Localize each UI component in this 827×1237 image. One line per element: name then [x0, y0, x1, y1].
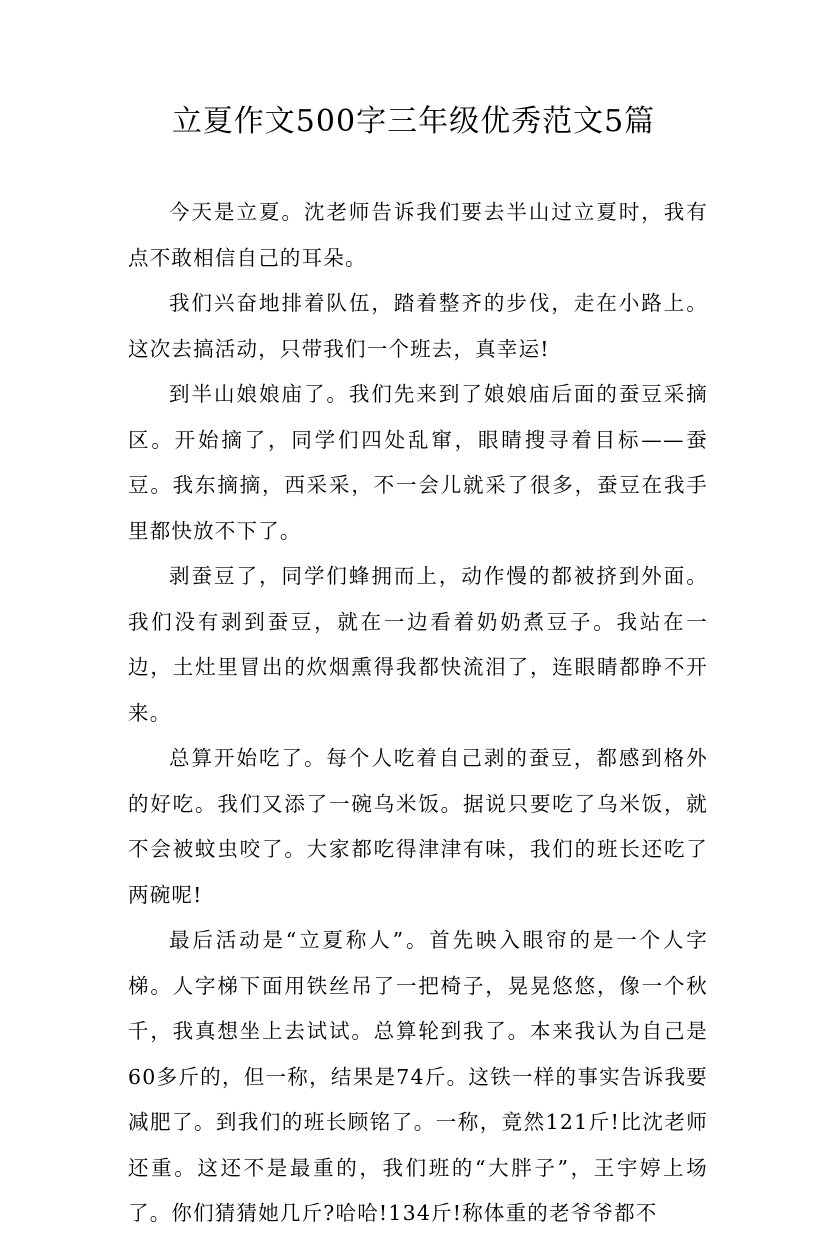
- document-body: [128, 190, 708, 1237]
- paragraph-5: 总算开始吃了。每个人吃着自己剥的蚕豆，都感到格外的好吃。我们又添了一碗乌米饭。据说只要吃了乌米饭，就不会被蚊虫咬了。大家都吃得津津有味，我们的班长还吃了两碗呢!: [128, 746, 708, 907]
- paragraph-4: 剥蚕豆了，同学们蜂拥而上，动作慢的都被挤到外面。我们没有剥到蚕豆，就在一边看着奶奶煮豆子。我站在一边，土灶里冒出的炊烟熏得我都快流泪了，连眼睛都睁不开来。: [128, 564, 708, 725]
- paragraph-2: 我们兴奋地排着队伍，踏着整齐的步伐，走在小路上。这次去搞活动，只带我们一个班去，真幸运!: [128, 291, 708, 361]
- paragraph-6: 最后活动是“立夏称人”。首先映入眼帘的是一个人字梯。人字梯下面用铁丝吊了一把椅子，晃晃悠悠，像一个秋千，我真想坐上去试试。总算轮到我了。本来我认为自己是60多斤的，但一称，结果是74斤。这铁一样的事实告诉我要减肥了。到我们的班长顾铭了。一称，竟然121斤!比沈老师还重。这还不是最重的，我们班的“大胖子”，王宇婷上场了。你们猜猜她几斤?哈哈!134斤!称体重的老爷爷都不: [128, 928, 708, 1225]
- paragraph-1: 今天是立夏。沈老师告诉我们要去半山过立夏时，我有点不敢相信自己的耳朵。: [128, 200, 708, 270]
- document-title: 立夏作文500字三年级优秀范文5篇: [171, 104, 656, 139]
- paragraph-3: 到半山娘娘庙了。我们先来到了娘娘庙后面的蚕豆采摘区。开始摘了，同学们四处乱窜，眼睛搜寻着目标——蚕豆。我东摘摘，西采采，不一会儿就采了很多，蚕豆在我手里都快放不下了。: [128, 382, 708, 543]
